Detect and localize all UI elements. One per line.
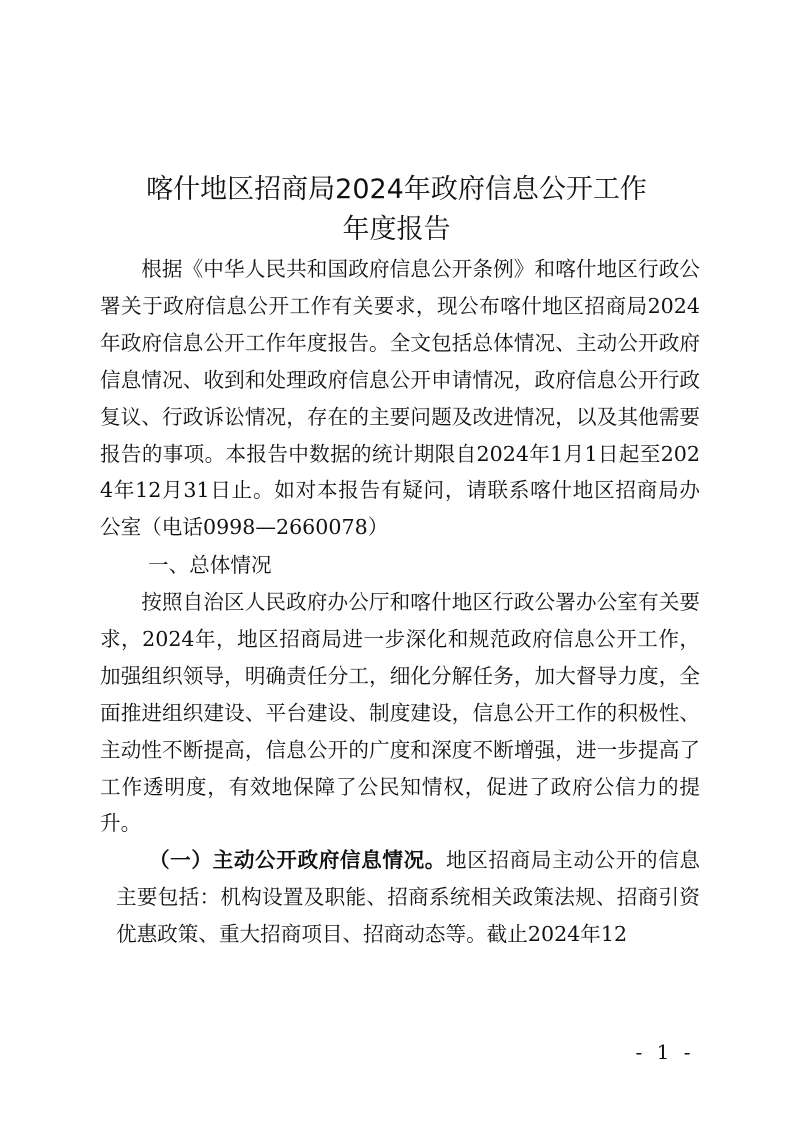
section-heading-overview: 一、总体情况 <box>148 553 272 577</box>
overview-paragraph: 按照自治区人民政府办公厅和喀什地区行政公署办公室有关要求，2024年，地区招商局进一步深化和规范政府信息公开工作，加强组织领导，明确责任分工，细化分解任务，加大督导力度，全面推进组织建设、平台建设、制度建设，信息公开工作的积极性、主动性不断提高，信息公开的广度和深度不断增强，进一步提高了工作透明度，有效地保障了公民知情权，促进了政府公信力的提升。 <box>100 590 700 836</box>
page-number: - 1 - <box>635 1040 695 1064</box>
title-line-2: 年度报告 <box>342 214 451 245</box>
proactive-disclosure-text: 地区招商局主动公开的信息主要包括：机构设置及职能、招商系统相关政策法规、招商引资优惠政策、重大招商项目、招商动态等。截止2024年12 <box>116 848 701 946</box>
title-line-1: 喀什地区招商局2024年政府信息公开工作 <box>146 174 647 205</box>
intro-paragraph: 根据《中华人民共和国政府信息公开条例》和喀什地区行政公署关于政府信息公开工作有关要求，现公布喀什地区招商局2024年政府信息公开工作年度报告。全文包括总体情况、主动公开政府信息情况、收到和处理政府信息公开申请情况，政府信息公开行政复议、行政诉讼情况，存在的主要问题及改进情况，以及其他需要报告的事项。本报告中数据的统计期限自2024年1月1日起至2024年12月31日止。如对本报告有疑问，请联系喀什地区招商局办公室（电话0998—2660078） <box>100 257 700 540</box>
proactive-disclosure-paragraph <box>116 842 700 953</box>
subsection-heading-proactive: （一）主动公开政府信息情况。 <box>148 848 447 872</box>
